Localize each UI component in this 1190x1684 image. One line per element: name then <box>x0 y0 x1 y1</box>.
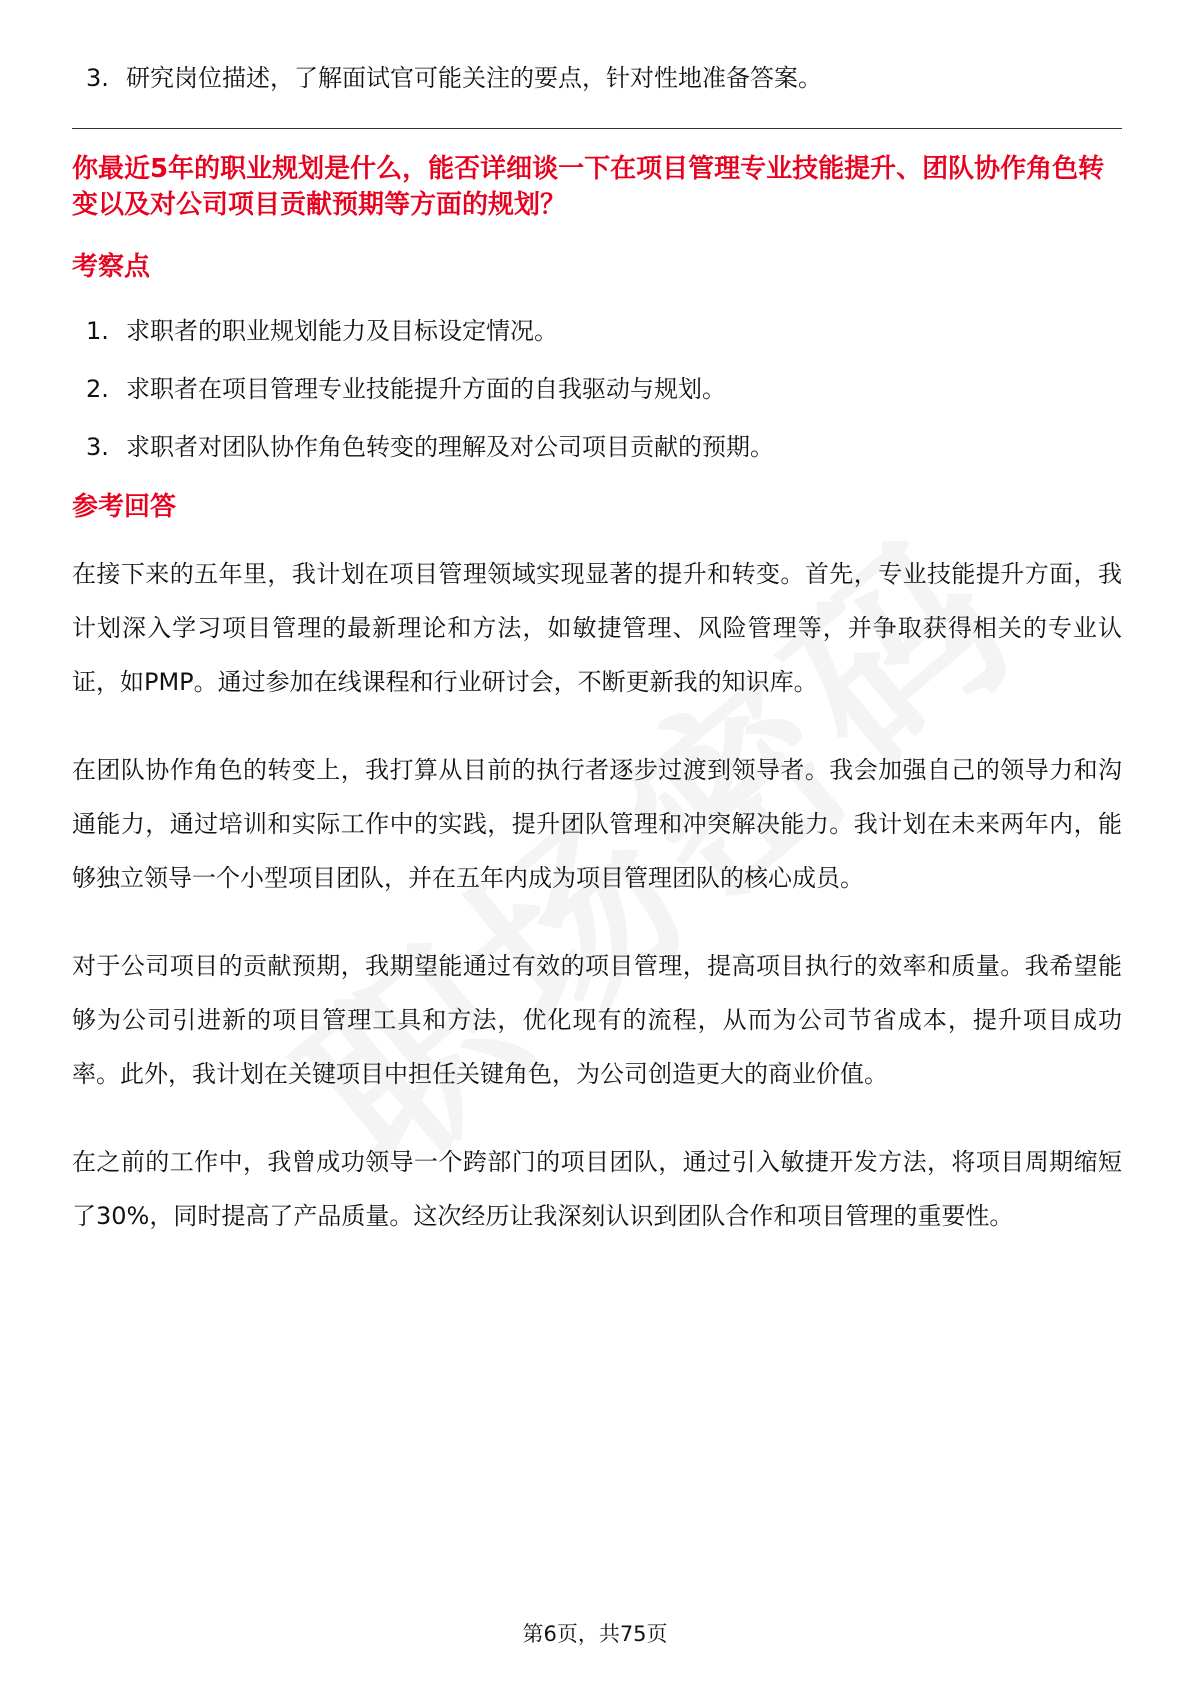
answer-paragraph: 在接下来的五年里，我计划在项目管理领域实现显著的提升和转变。首先，专业技能提升方面，我计划深入学习项目管理的最新理论和方法，如敏捷管理、风险管理等，并争取获得相关的专业认证，如PMP。通过参加在线课程和行业研讨会，不断更新我的知识库。 <box>72 560 1122 696</box>
list-number: 3. <box>86 433 109 461</box>
list-text: 求职者的职业规划能力及目标设定情况。 <box>126 317 558 345</box>
section-divider <box>72 128 1122 129</box>
question-heading: 你最近5年的职业规划是什么，能否详细谈一下在项目管理专业技能提升、团队协作角色转变以及对公司项目贡献预期等方面的规划？ <box>72 154 1105 220</box>
previous-list <box>72 62 1122 94</box>
answer-paragraph: 对于公司项目的贡献预期，我期望能通过有效的项目管理，提高项目执行的效率和质量。我希望能够为公司引进新的项目管理工具和方法，优化现有的流程，从而为公司节省成本，提升项目成功率。此外，我计划在关键项目中担任关键角色，为公司创造更大的商业价值。 <box>72 952 1122 1088</box>
list-item <box>72 315 1122 347</box>
list-text: 研究岗位描述，了解面试官可能关注的要点，针对性地准备答案。 <box>126 64 822 92</box>
focus-list <box>72 315 1122 463</box>
list-item <box>72 431 1122 463</box>
list-item <box>72 62 1122 94</box>
list-number: 3. <box>86 64 109 92</box>
page-content <box>72 62 1122 1277</box>
answer-paragraph: 在之前的工作中，我曾成功领导一个跨部门的项目团队，通过引入敏捷开发方法，将项目周期缩短了30%，同时提高了产品质量。这次经历让我深刻认识到团队合作和项目管理的重要性。 <box>72 1148 1122 1230</box>
focus-title: 考察点 <box>72 252 151 282</box>
answer-paragraph: 在团队协作角色的转变上，我打算从目前的执行者逐步过渡到领导者。我会加强自己的领导力和沟通能力，通过培训和实际工作中的实践，提升团队管理和冲突解决能力。我计划在未来两年内，能够独立领导一个小型项目团队，并在五年内成为项目管理团队的核心成员。 <box>72 756 1122 892</box>
answer-title: 参考回答 <box>72 492 177 522</box>
page-number: 第6页，共75页 <box>522 1622 668 1646</box>
list-text: 求职者在项目管理专业技能提升方面的自我驱动与规划。 <box>126 375 726 403</box>
list-number: 1. <box>86 317 109 345</box>
list-item <box>72 373 1122 405</box>
list-text: 求职者对团队协作角色转变的理解及对公司项目贡献的预期。 <box>126 433 774 461</box>
list-number: 2. <box>86 375 109 403</box>
